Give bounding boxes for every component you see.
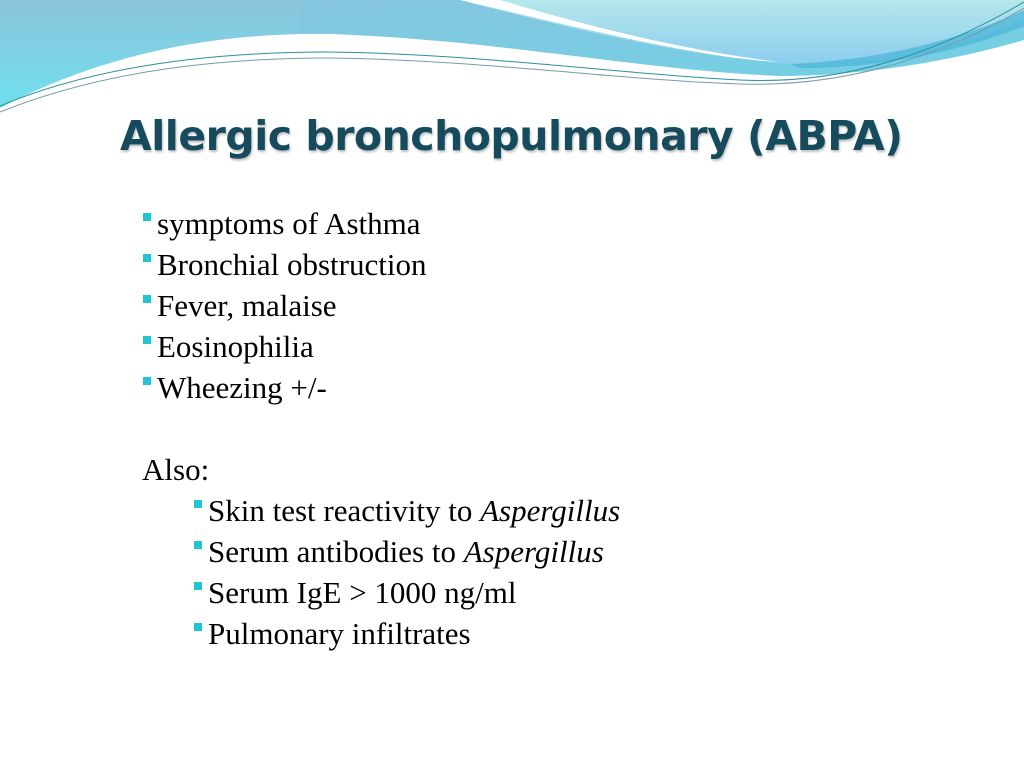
list-item-text: symptoms of Asthma	[157, 206, 421, 241]
square-bullet-icon	[143, 254, 151, 262]
list-item	[194, 531, 620, 572]
list-item	[143, 203, 426, 244]
square-bullet-icon	[194, 500, 202, 508]
square-bullet-icon	[194, 582, 202, 590]
symptom-list	[143, 203, 426, 408]
organism-name: Aspergillus	[463, 534, 604, 569]
also-label: Also:	[142, 452, 210, 487]
list-item-text: Eosinophilia	[157, 329, 314, 364]
list-item-text: Pulmonary infiltrates	[208, 616, 471, 651]
square-bullet-icon	[143, 295, 151, 303]
list-item	[194, 490, 620, 531]
list-item-text: Skin test reactivity to Aspergillus	[208, 493, 621, 528]
list-item	[143, 244, 426, 285]
square-bullet-icon	[194, 541, 202, 549]
list-item	[194, 613, 620, 654]
organism-name: Aspergillus	[480, 493, 621, 528]
list-item	[194, 572, 620, 613]
list-item-text: Serum antibodies to Aspergillus	[208, 534, 604, 569]
square-bullet-icon	[143, 377, 151, 385]
list-item	[143, 326, 426, 367]
findings-list	[194, 490, 620, 654]
square-bullet-icon	[143, 213, 151, 221]
list-item-text: Serum IgE > 1000 ng/ml	[208, 575, 517, 610]
list-item-text: Bronchial obstruction	[157, 247, 427, 282]
square-bullet-icon	[143, 336, 151, 344]
list-item-text: Fever, malaise	[157, 288, 337, 323]
list-item-text: Wheezing +/-	[157, 370, 327, 405]
list-item	[143, 367, 426, 408]
square-bullet-icon	[194, 623, 202, 631]
slide-title: Allergic bronchopulmonary (ABPA)	[120, 112, 903, 160]
list-item	[143, 285, 426, 326]
header-wave-decoration	[0, 0, 1024, 130]
